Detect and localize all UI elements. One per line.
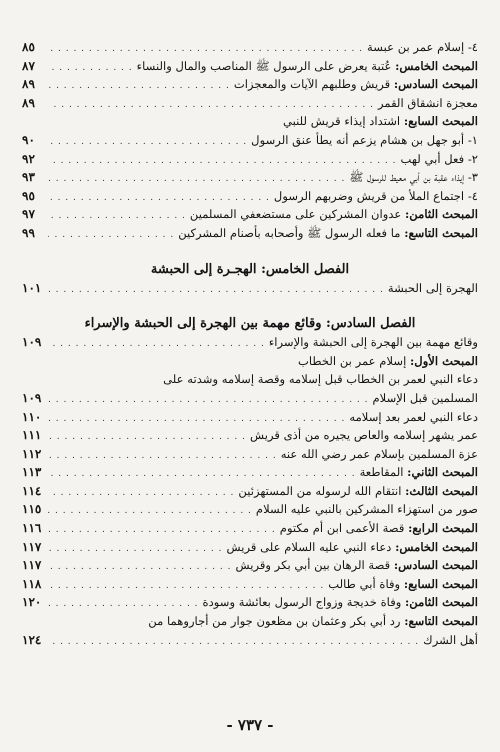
leader-dots [48,230,174,240]
page-number: ٩٠ [22,132,35,147]
entry-label: المبحث الثامن: [405,207,478,222]
leader-dots [48,414,345,424]
leader-dots [48,562,231,572]
page-number: ١١٠ [22,409,42,424]
toc-entry[interactable] [22,170,478,189]
leader-dots [48,581,324,591]
entry-text: الهجرة إلى الحبشة [387,280,478,295]
page-number: ١١٦ [22,521,42,536]
toc-entry[interactable] [22,595,478,614]
entry-text: ٤- اجتماع الملأ من قريش وضربهم الرسول [273,188,478,203]
leader-dots [48,44,363,54]
leader-dots [48,174,345,184]
entry-text: ١- أبو جهل بن هشام يزعم أنه يطأ عنق الرسول [251,132,478,147]
entry-text: أهل الشرك [423,632,478,647]
entry-text: عمر يشهر إسلامه والعاص يجيره من أذى قريش [249,428,478,443]
page-number: ٩٩ [22,225,35,240]
toc-entry[interactable] [22,40,478,59]
page-number: ١١٨ [22,576,42,591]
leader-dots [48,637,419,647]
leader-dots [48,193,270,203]
entry-text: عدوان المشركين على مستضعفي المسلمين [189,207,406,222]
leader-dots [48,395,369,405]
leader-dots [48,451,277,461]
entry-label: المبحث السادس: [393,77,478,92]
toc-entry-wrapped-line: دعاء النبي لعمر بن الخطاب قبل إسلامه وقصة إسلامه وشدته على [163,372,478,387]
toc-entry[interactable] [22,465,478,484]
entry-text: معجزة انشقاق القمر [377,95,478,110]
page-number: ١١٥ [22,502,42,517]
leader-dots [48,544,222,554]
entry-text: رد أبي بكر وعثمان بن مظعون جوار من أجاروهما من [148,614,405,629]
entry-text: دعاء النبي لعمر بعد إسلامه [349,409,478,424]
page-number: ٨٧ [22,58,35,73]
chapter-5-entries [22,281,478,300]
entry-text: دعاء النبي عليه السلام على قريش [226,539,396,554]
entry-text: ٤- إسلام عمر بن عبسة [367,40,478,54]
entry-text: انتقام الله لرسوله من المستهزئين [238,483,406,498]
entry-label: المبحث الثامن: [405,595,478,610]
toc-section-a [22,40,478,245]
toc-page [22,40,478,651]
entry-text: ما فعله الرسول ﷺ وأصحابه بأصنام المشركين [178,225,405,240]
leader-dots [48,285,384,295]
toc-entry[interactable] [22,502,478,521]
leader-dots [48,599,199,609]
page-number: ١٠١ [22,280,42,295]
page-number: ١٢٠ [22,595,42,610]
page-number: ١٢٤ [22,632,42,647]
entry-label: المبحث السادس: [393,558,478,573]
page-number: ١١٤ [22,483,42,498]
leader-dots [48,506,252,516]
toc-entry[interactable] [22,391,478,410]
page-number: ١١١ [22,428,42,443]
entry-text: إسلام عمر بن الخطاب [297,353,410,368]
toc-entry[interactable] [22,59,478,78]
leader-dots [48,63,133,73]
toc-entry[interactable] [22,152,478,171]
toc-entry[interactable] [22,428,478,447]
toc-entry[interactable] [22,447,478,466]
entry-text: صور من استهزاء المشركين بالنبي عليه السلام [255,502,478,517]
leader-dots [48,81,230,91]
toc-entry[interactable] [22,207,478,226]
toc-entry[interactable] [22,633,478,652]
toc-entry-wrapped-line [22,614,478,633]
toc-entry[interactable] [22,189,478,208]
entry-text: اشتداد إيذاء قريش للنبي [282,114,404,129]
leader-dots [48,525,276,535]
toc-entry[interactable] [22,96,478,115]
entry-label: المبحث التاسع: [404,225,478,240]
chapter-5-title: الفصل الخامس: الهجـرة إلى الحبشة [150,261,350,277]
toc-entry[interactable] [22,540,478,559]
entry-text: ٢- فعل أبي لهب [400,151,478,166]
toc-entry[interactable] [22,226,478,245]
leader-dots [48,469,356,479]
entry-text: وقائع مهمة بين الهجرة إلى الحبشة والإسراء [268,335,478,350]
entry-label: المبحث التاسع: [404,614,478,629]
page-number: ١١٧ [22,558,42,573]
entry-text: قصة الرهان بين أبي بكر وقريش [235,558,394,573]
leader-dots [48,432,246,442]
page-number: ٩٧ [22,207,35,222]
page-number: ٨٥ [22,40,35,54]
entry-label: المبحث الأول: [410,353,478,368]
entry-label: المبحث الخامس: [395,539,478,554]
chapter-6-entries-bottom [22,391,478,614]
leader-dots [48,100,374,110]
leader-dots [48,211,186,221]
entry-label: المبحث السابع: [403,114,478,129]
toc-entry[interactable] [22,558,478,577]
leader-dots [48,488,234,498]
leader-dots [48,156,397,166]
toc-entry[interactable] [22,354,478,373]
toc-entry[interactable] [22,133,478,152]
entry-text: قريش وطلبهم الآيات والمعجزات [233,77,394,92]
leader-dots [48,137,247,147]
entry-label: المبحث الرابع: [408,521,478,536]
page-number: ٩٣ [22,170,35,185]
entry-text: وفاة خديجة وزواج الرسول بعائشة وسودة [202,595,406,610]
page-number: ٩٢ [22,151,35,166]
entry-label: المبحث السابع: [403,576,478,591]
page-footer-number: - ٧٣٧ - [226,716,274,734]
page-number: ٨٩ [22,95,35,110]
toc-entry[interactable] [22,521,478,540]
toc-entry[interactable] [22,335,478,354]
toc-entry[interactable] [22,577,478,596]
page-number: ١١٣ [22,465,42,480]
page-number: ١١٢ [22,446,42,461]
page-number: ١١٧ [22,539,42,554]
entry-text: وفاة أبي طالب [328,576,404,591]
entry-text: قصة الأعمى ابن أم مكتوم [279,521,409,536]
page-number: ١٠٩ [22,390,42,405]
page-number: ٩٥ [22,188,35,203]
entry-text: المسلمين قبل الإسلام [372,390,478,405]
chapter-6-title: الفصل السادس: وقائع مهمة بين الهجرة إلى الحبشة والإسراء [84,316,416,332]
entry-text: عُتبة يعرض على الرسول ﷺ المناصب والمال والنساء [136,58,396,73]
entry-text: ٣- إيذاء عقبة بن أبي معيط للرسول ﷺ [349,170,478,185]
entry-label: المبحث الثاني: [407,465,478,480]
toc-entry[interactable] [22,410,478,429]
toc-entry[interactable] [22,484,478,503]
entry-label: المبحث الخامس: [395,58,478,73]
toc-entry[interactable] [22,77,478,96]
toc-entry[interactable] [22,114,478,133]
chapter-6-entries-top [22,335,478,372]
entry-text: المقاطعة [359,465,408,480]
entry-label: المبحث الثالث: [405,483,478,498]
page-number: ٨٩ [22,77,35,92]
leader-dots [48,339,265,349]
entry-text: عزة المسلمين بإسلام عمر رضي الله عنه [280,446,478,461]
page-number: ١٠٩ [22,335,42,350]
toc-entry[interactable] [22,281,478,300]
